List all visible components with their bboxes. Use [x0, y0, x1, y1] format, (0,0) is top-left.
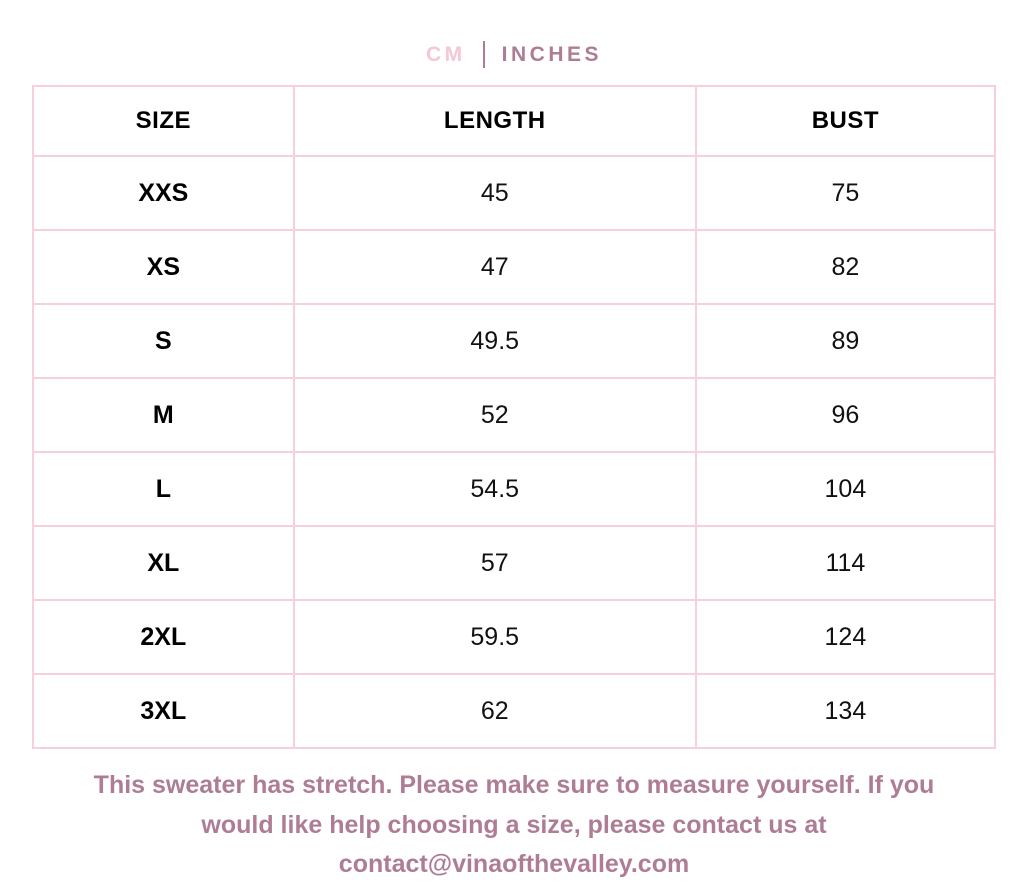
bust-cell: 75: [696, 156, 995, 230]
length-cell: 47: [294, 230, 696, 304]
unit-toggle-divider: [483, 41, 485, 68]
size-cell: XXS: [33, 156, 294, 230]
column-header-bust: BUST: [696, 86, 995, 156]
table-row: [33, 526, 995, 600]
table-row: [33, 304, 995, 378]
bust-cell: 134: [696, 674, 995, 748]
size-cell: M: [33, 378, 294, 452]
length-cell: 52: [294, 378, 696, 452]
length-cell: 62: [294, 674, 696, 748]
bust-cell: 124: [696, 600, 995, 674]
unit-inches-button[interactable]: INCHES: [501, 43, 603, 66]
length-cell: 49.5: [294, 304, 696, 378]
note-line: contact@vinaofthevalley.com: [338, 850, 690, 878]
size-cell: S: [33, 304, 294, 378]
length-cell: 59.5: [294, 600, 696, 674]
column-header-length: LENGTH: [294, 86, 696, 156]
unit-cm-button[interactable]: CM: [425, 43, 466, 66]
table-row: [33, 378, 995, 452]
bust-cell: 89: [696, 304, 995, 378]
table-row: [33, 674, 995, 748]
stretch-note: [0, 766, 1028, 885]
bust-cell: 114: [696, 526, 995, 600]
bust-cell: 82: [696, 230, 995, 304]
table-row: [33, 230, 995, 304]
bust-cell: 104: [696, 452, 995, 526]
bust-cell: 96: [696, 378, 995, 452]
length-cell: 45: [294, 156, 696, 230]
note-line: This sweater has stretch. Please make sure to measure yourself. If you: [93, 771, 935, 799]
size-chart-table: [32, 85, 996, 749]
size-cell: 3XL: [33, 674, 294, 748]
table-row: [33, 452, 995, 526]
size-cell: XL: [33, 526, 294, 600]
column-header-size: SIZE: [33, 86, 294, 156]
table-row: [33, 156, 995, 230]
size-cell: 2XL: [33, 600, 294, 674]
size-cell: XS: [33, 230, 294, 304]
size-chart-body: [33, 156, 995, 748]
table-row: [33, 600, 995, 674]
length-cell: 57: [294, 526, 696, 600]
table-header-row: [33, 86, 995, 156]
length-cell: 54.5: [294, 452, 696, 526]
size-cell: L: [33, 452, 294, 526]
note-line: would like help choosing a size, please contact us at: [201, 810, 827, 839]
unit-toggle: [0, 0, 1028, 68]
